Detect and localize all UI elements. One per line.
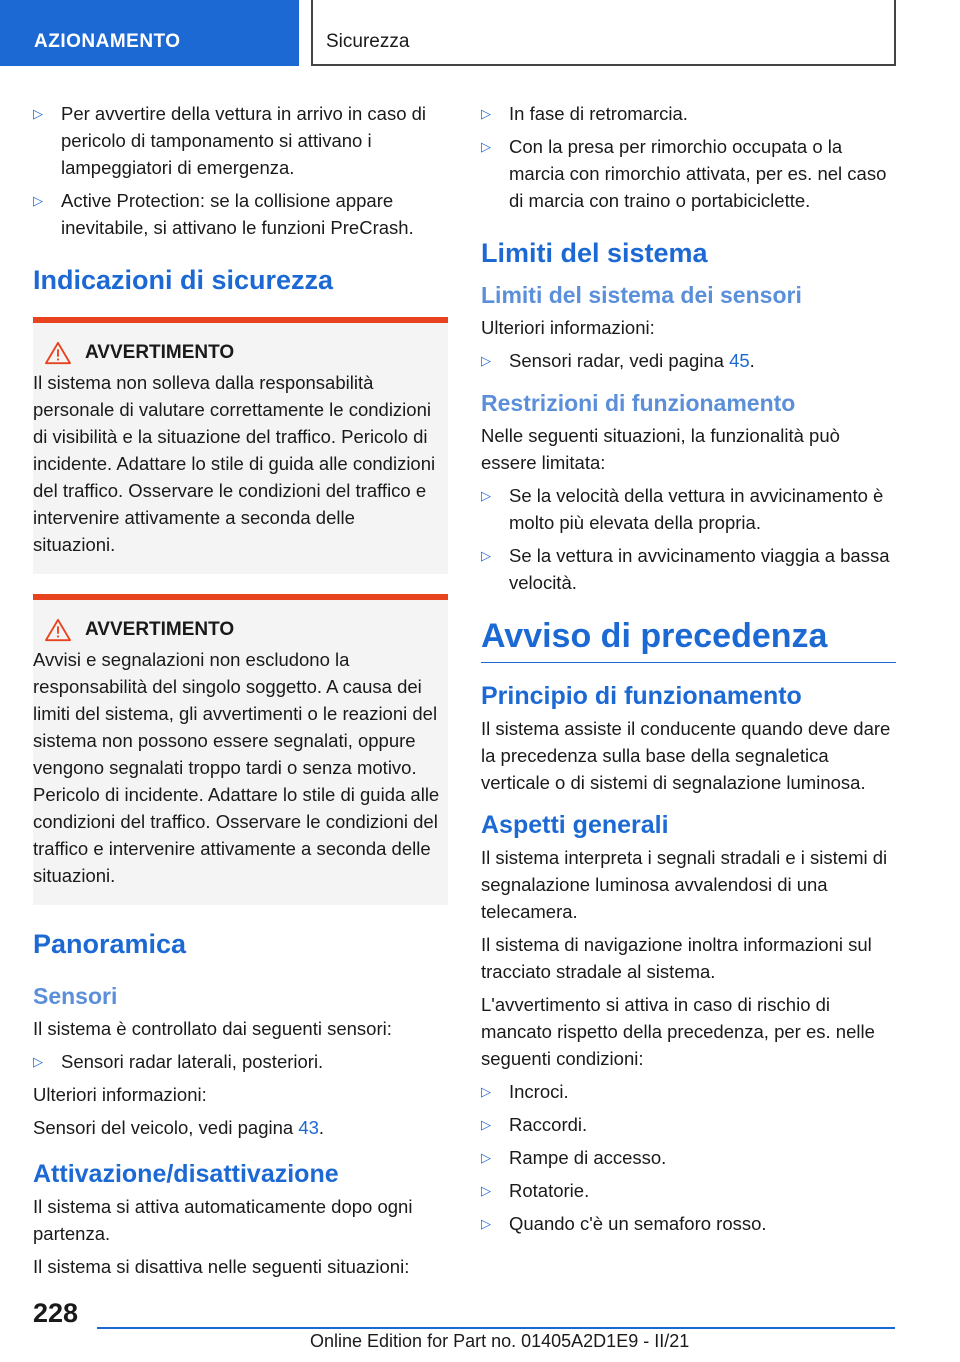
general-text-1: Il sistema interpreta i segnali stradali e i sistemi di segnalazione luminosa avvalendosi di una telecamera. bbox=[481, 847, 888, 922]
general-text-2: Il sistema di navigazione inoltra informazioni sul tracciato stradale al sistema. bbox=[481, 934, 872, 982]
page-link[interactable]: 45 bbox=[729, 350, 750, 371]
footer-edition: Online Edition for Part no. 01405A2D1E9 - II/21 bbox=[310, 1331, 690, 1351]
left-column bbox=[33, 100, 448, 1286]
activation-text: Il sistema si attiva automaticamente dopo ogni partenza. bbox=[33, 1196, 413, 1244]
triangle-bullet-icon: ▷ bbox=[481, 1117, 491, 1132]
section-title: AZIONAMENTO bbox=[0, 0, 299, 66]
triangle-bullet-icon: ▷ bbox=[33, 1054, 43, 1069]
warning-triangle-icon bbox=[43, 341, 73, 365]
list-item: ▷ Incroci. bbox=[481, 1078, 896, 1105]
page-number: 228 bbox=[33, 1298, 79, 1328]
more-info-label: Ulteriori informazioni: bbox=[481, 317, 655, 338]
triangle-bullet-icon: ▷ bbox=[481, 1216, 491, 1231]
warning-header bbox=[33, 618, 442, 642]
more-info-label: Ulteriori informazioni: bbox=[33, 1084, 207, 1105]
triangle-bullet-icon: ▷ bbox=[481, 353, 491, 368]
heading-principle: Principio di funzionamento bbox=[481, 682, 802, 710]
triangle-bullet-icon: ▷ bbox=[481, 1183, 491, 1198]
list-item: ▷ Sensori radar laterali, posteriori. bbox=[33, 1048, 448, 1075]
principle-text: Il sistema assiste il conducente quando deve dare la precedenza sulla base della segnaletica verticale o di sistemi di segnalazione luminosa. bbox=[481, 718, 891, 793]
triangle-bullet-icon: ▷ bbox=[481, 488, 491, 503]
warning-box bbox=[33, 594, 448, 905]
triangle-bullet-icon: ▷ bbox=[481, 1150, 491, 1165]
footer-divider bbox=[97, 1327, 895, 1329]
page-header bbox=[0, 0, 960, 66]
warning-title: AVVERTIMENTO bbox=[85, 342, 235, 363]
warning-header bbox=[33, 341, 442, 365]
triangle-bullet-icon: ▷ bbox=[481, 548, 491, 563]
sensors-intro: Il sistema è controllato dai seguenti sensori: bbox=[33, 1018, 392, 1039]
heading-activation: Attivazione/disattivazione bbox=[33, 1160, 339, 1188]
list-item: ▷ In fase di retromarcia. bbox=[481, 100, 896, 127]
warning-triangle-icon bbox=[43, 618, 73, 642]
list-item: ▷ Con la presa per rimorchio occupata o la marcia con rimorchio attivata, per es. nel caso di marcia con traino o portabiciclette. bbox=[481, 133, 896, 214]
heading-restrictions: Restrizioni di funzionamento bbox=[481, 390, 796, 416]
right-column bbox=[481, 100, 896, 1243]
list-item: ▷ Raccordi. bbox=[481, 1111, 896, 1138]
list-item: ▷ Sensori radar, vedi pagina 45. bbox=[481, 347, 896, 374]
triangle-bullet-icon: ▷ bbox=[481, 139, 491, 154]
warning-text: Avvisi e segnalazioni non escludono la responsabilità del singolo soggetto. A causa dei limiti del sistema, gli avvertimenti o le reazioni del sistema non possono essere segnalati, oppure vengono segnalati troppo tardi o senza motivo. Pericolo di incidente. Adattare lo stile di guida alle condizioni del traffico. Osservare le condizioni del traffico e intervenire attivamente a seconda delle situazioni. bbox=[33, 649, 440, 886]
triangle-bullet-icon: ▷ bbox=[33, 193, 43, 208]
heading-limits: Limiti del sistema bbox=[481, 238, 708, 268]
list-item: ▷ Per avvertire della vettura in arrivo in caso di pericolo di tamponamento si attivano i lampeggiatori di emergenza. bbox=[33, 100, 448, 181]
page-link[interactable]: 43 bbox=[298, 1117, 319, 1138]
heading-overview: Panoramica bbox=[33, 929, 187, 959]
heading-sensors: Sensori bbox=[33, 983, 118, 1009]
heading-safety: Indicazioni di sicurezza bbox=[33, 265, 334, 295]
list-item: ▷ Active Protection: se la collisione appare inevitabile, si attivano le funzioni PreCrash. bbox=[33, 187, 448, 241]
list-item: ▷ Rampe di accesso. bbox=[481, 1144, 896, 1171]
heading-sensor-limits: Limiti del sistema dei sensori bbox=[481, 282, 802, 308]
general-text-3: L'avvertimento si attiva in caso di rischio di mancato rispetto della precedenza, per es. nelle seguenti condizioni: bbox=[481, 994, 875, 1069]
triangle-bullet-icon: ▷ bbox=[33, 106, 43, 121]
list-item: ▷ Rotatorie. bbox=[481, 1177, 896, 1204]
vehicle-sensors-ref: Sensori del veicolo, vedi pagina 43. bbox=[33, 1117, 325, 1138]
restrictions-intro: Nelle seguenti situazioni, la funzionalità può essere limitata: bbox=[481, 425, 840, 473]
heading-priority-warning: Avviso di precedenza bbox=[481, 614, 896, 663]
warning-box bbox=[33, 317, 448, 574]
heading-general: Aspetti generali bbox=[481, 811, 669, 839]
warning-title: AVVERTIMENTO bbox=[85, 619, 235, 640]
list-item: ▷ Quando c'è un semaforo rosso. bbox=[481, 1210, 896, 1237]
warning-text: Il sistema non solleva dalla responsabilità personale di valutare correttamente le condizioni di visibilità e la situazione del traffico. Pericolo di incidente. Adattare lo stile di guida alle condizioni del traffico. Osservare le condizioni del traffico e intervenire attivamente a seconda delle situazioni. bbox=[33, 372, 436, 555]
chapter-title: Sicurezza bbox=[311, 0, 896, 66]
deactivation-text: Il sistema si disattiva nelle seguenti situazioni: bbox=[33, 1256, 410, 1277]
triangle-bullet-icon: ▷ bbox=[481, 1084, 491, 1099]
triangle-bullet-icon: ▷ bbox=[481, 106, 491, 121]
list-item: ▷ Se la velocità della vettura in avvicinamento è molto più elevata della propria. bbox=[481, 482, 896, 536]
list-item: ▷ Se la vettura in avvicinamento viaggia a bassa velocità. bbox=[481, 542, 896, 596]
